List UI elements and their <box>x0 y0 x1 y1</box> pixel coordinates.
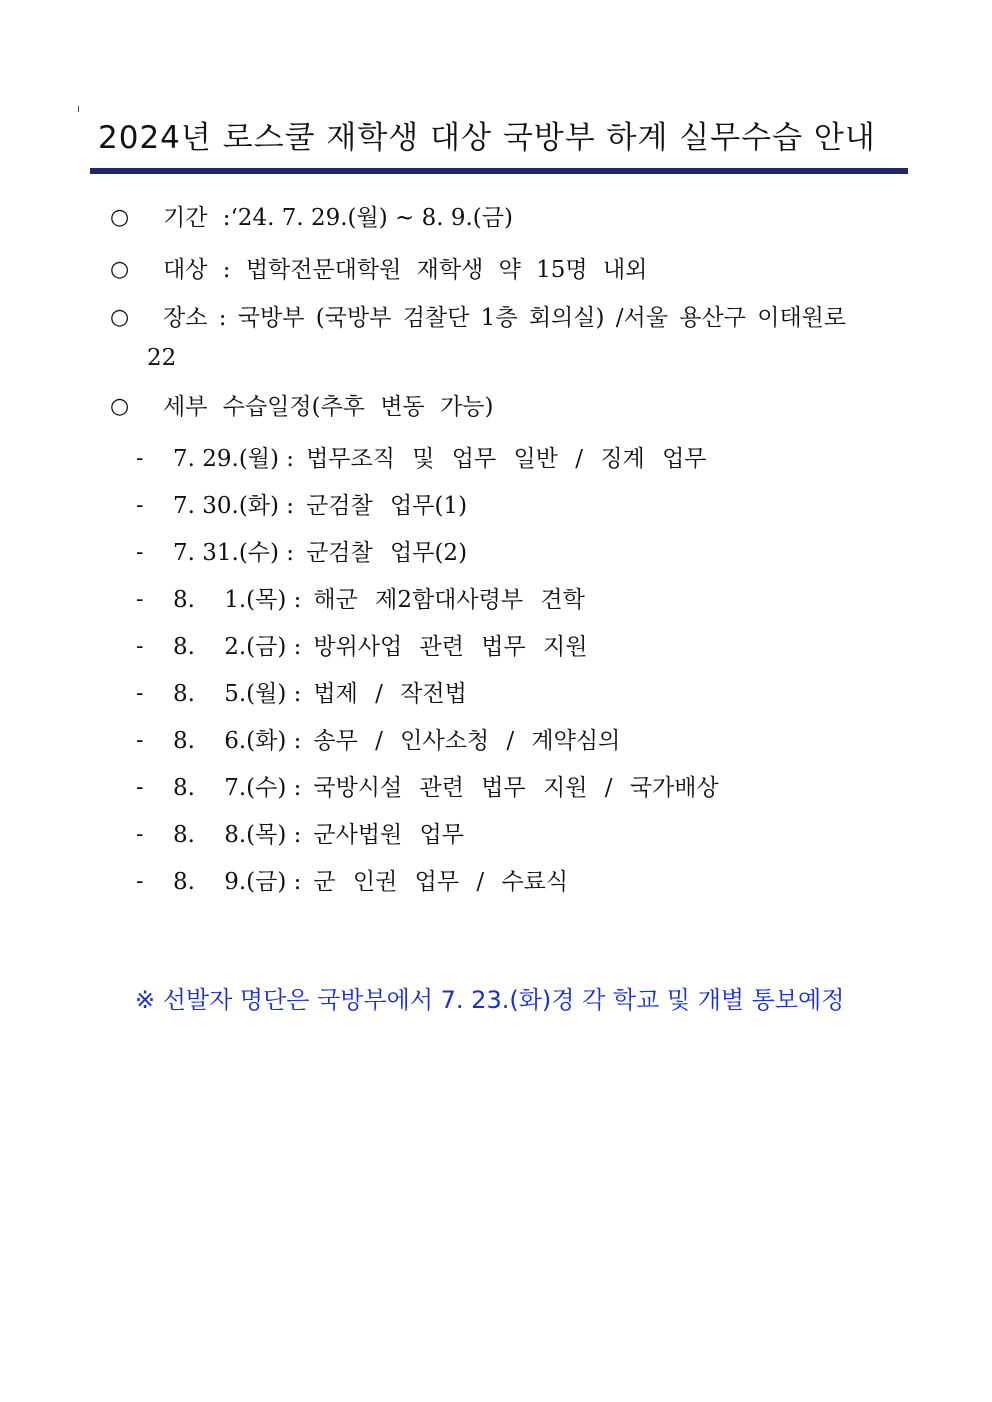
schedule-heading: 세부 수습일정(추후 변동 가능) <box>163 394 494 420</box>
info-value: 국방부 (국방부 검찰단 1층 회의실) /서울 용산구 이태원로 <box>237 305 847 331</box>
dash-marker: - <box>136 587 144 612</box>
info-period <box>163 203 513 233</box>
info-label: 장소 <box>163 305 208 331</box>
schedule-date: 8. 8.(목) : <box>173 822 302 848</box>
dash-marker: - <box>136 869 144 894</box>
schedule-row <box>173 679 467 709</box>
schedule-date: 8. 5.(월) : <box>173 681 302 707</box>
schedule-date: 8. 1.(목) : <box>173 587 302 613</box>
schedule-date: 8. 9.(금) : <box>173 869 302 895</box>
schedule-content: 방위사업 관련 법무 지원 <box>313 634 588 660</box>
schedule-content: 군검찰 업무(1) <box>306 493 468 519</box>
schedule-row <box>173 867 568 897</box>
schedule-content: 국방시설 관련 법무 지원 / 국가배상 <box>313 775 719 801</box>
schedule-row <box>173 491 467 521</box>
title-underline <box>90 168 908 174</box>
schedule-content: 군사법원 업무 <box>313 822 464 848</box>
dash-marker: - <box>136 775 144 800</box>
dash-marker: - <box>136 493 144 518</box>
margin-mark <box>78 106 79 112</box>
dash-marker: - <box>136 822 144 847</box>
dash-marker: - <box>136 634 144 659</box>
info-separator: : <box>222 257 231 283</box>
bullet-icon: ○ <box>110 305 130 330</box>
schedule-date: 8. 7.(수) : <box>173 775 302 801</box>
schedule-content: 법무조직 및 업무 일반 / 징계 업무 <box>306 446 707 472</box>
schedule-date: 7. 30.(화) : <box>173 493 295 519</box>
dash-marker: - <box>136 540 144 565</box>
schedule-content: 군 인권 업무 / 수료식 <box>313 869 569 895</box>
schedule-date: 8. 2.(금) : <box>173 634 302 660</box>
schedule-date: 7. 31.(수) : <box>173 540 295 566</box>
schedule-content: 송무 / 인사소청 / 계약심의 <box>313 728 621 754</box>
selection-notice: ※ 선발자 명단은 국방부에서 7. 23.(화)경 각 학교 및 개별 통보예정 <box>135 986 845 1014</box>
bullet-icon: ○ <box>110 394 130 419</box>
info-target <box>163 255 647 285</box>
page-title: 2024년 로스쿨 재학생 대상 국방부 하계 실무수습 안내 <box>98 120 876 156</box>
info-location-continued: 22 <box>147 345 177 371</box>
schedule-date: 8. 6.(화) : <box>173 728 302 754</box>
schedule-row <box>173 726 620 756</box>
schedule-row <box>173 773 719 803</box>
schedule-row <box>173 585 585 615</box>
info-label: 대상 <box>163 257 208 283</box>
schedule-content: 군검찰 업무(2) <box>306 540 468 566</box>
dash-marker: - <box>136 446 144 471</box>
schedule-row <box>173 444 707 474</box>
info-separator: : <box>222 205 231 231</box>
bullet-icon: ○ <box>110 257 130 282</box>
schedule-content: 법제 / 작전법 <box>313 681 467 707</box>
info-separator: : <box>218 305 227 331</box>
schedule-row <box>173 820 464 850</box>
info-location <box>163 303 846 333</box>
info-value: 법학전문대학원 재학생 약 15명 내외 <box>245 257 648 283</box>
bullet-icon: ○ <box>110 205 130 230</box>
schedule-content: 해군 제2함대사령부 견학 <box>313 587 585 613</box>
dash-marker: - <box>136 681 144 706</box>
schedule-row <box>173 538 467 568</box>
info-value: ‘24. 7. 29.(월) ~ 8. 9.(금) <box>230 205 513 231</box>
info-label: 기간 <box>163 205 208 231</box>
schedule-row <box>173 632 587 662</box>
dash-marker: - <box>136 728 144 753</box>
schedule-date: 7. 29.(월) : <box>173 446 295 472</box>
